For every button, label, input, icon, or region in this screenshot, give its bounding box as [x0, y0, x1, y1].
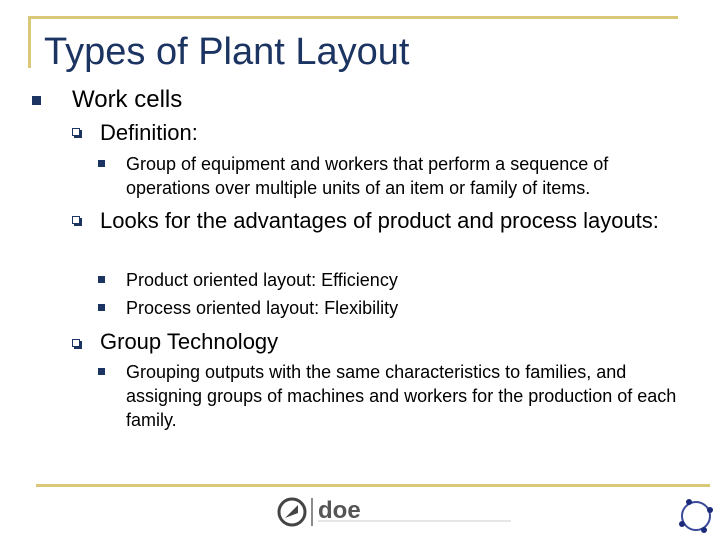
bullet-group-technology: Group Technology [100, 329, 279, 354]
slide-title: Types of Plant Layout [44, 31, 410, 73]
logo-text: doe [318, 497, 361, 524]
small-square-bullet-icon [98, 304, 105, 311]
bottom-rule [36, 484, 710, 487]
bullet-advantages: Looks for the advantages of product and process layouts: [100, 208, 659, 233]
small-square-bullet-icon [98, 276, 105, 283]
bullet-definition-text: Group of equipment and workers that perform a sequence of operations over multiple units of an item or family of items. [126, 154, 609, 198]
bullet-definition: Definition: [100, 120, 198, 145]
hollow-square-bullet-icon [72, 216, 80, 224]
bullet-process-layout: Process oriented layout: Flexibility [126, 298, 399, 318]
filled-square-bullet-icon [32, 96, 41, 105]
hollow-square-bullet-icon [72, 128, 80, 136]
circle-decoration-icon [676, 496, 716, 536]
bullet-work-cells: Work cells [72, 86, 183, 113]
small-square-bullet-icon [98, 368, 105, 375]
hollow-square-bullet-icon [72, 339, 80, 347]
top-rule [28, 16, 678, 19]
small-square-bullet-icon [98, 160, 105, 167]
bullet-grouping-outputs: Grouping outputs with the same characteristics to families, and assigning groups of machines and workers for the production of each family. [126, 362, 677, 430]
left-rule [28, 16, 31, 68]
bullet-product-layout: Product oriented layout: Efficiency [126, 270, 398, 290]
doe-logo-icon [276, 494, 516, 530]
